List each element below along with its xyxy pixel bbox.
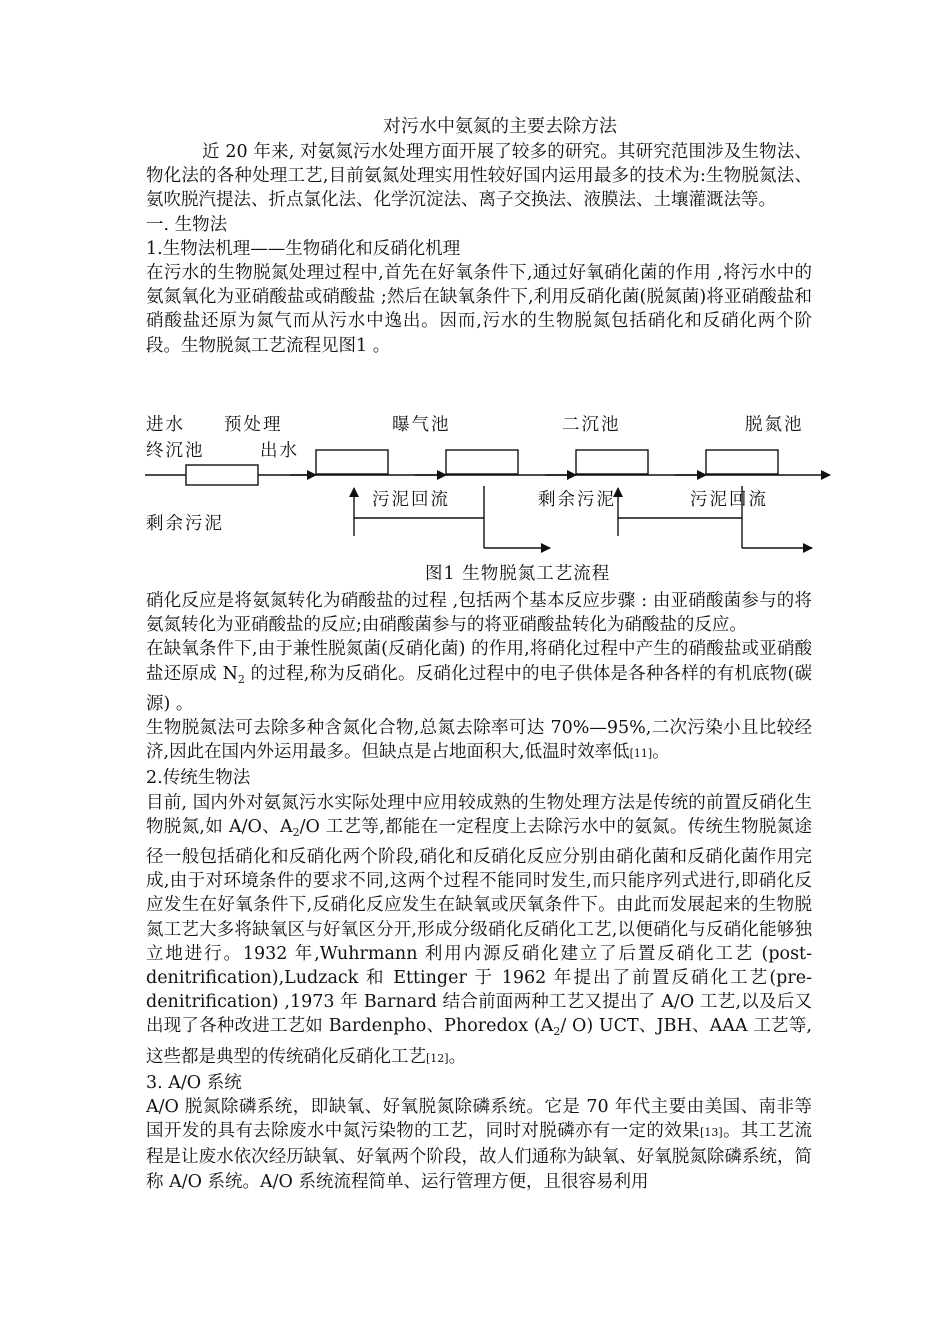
label-final-clarifier: 终沉池 [146, 441, 205, 461]
advantages-paragraph [146, 716, 812, 766]
subscript-2: 2 [292, 825, 300, 839]
reference-13: [13] [700, 1126, 723, 1140]
label-sludge-return-2: 污泥回流 [690, 490, 768, 510]
label-denitrification-tank: 脱氮池 [745, 415, 804, 435]
label-outflow: 出水 [260, 441, 299, 461]
advantages-tail: 。 [652, 742, 670, 763]
label-inflow: 进水 [146, 415, 185, 435]
page-title: 对污水中氨氮的主要去除方法 [383, 116, 617, 137]
label-excess-sludge-2: 剩余污泥 [146, 514, 224, 534]
subheading-ao-system: 3. A/O 系统 [146, 1072, 242, 1093]
mechanism-paragraph: 在污水的生物脱氮处理过程中,首先在好氧条件下,通过好氧硝化菌的作用 ,将污水中的氨氮氧化为亚硝酸盐或硝酸盐 ;然后在缺氧条件下,利用反硝化菌(脱氮菌)将亚硝酸盐和硝酸盐还原为氮气而从污水中逸出。因而,污水的生物脱氮包括硝化和反硝化两个阶段。生物脱氮工艺流程见图1 。 [146, 263, 812, 356]
traditional-text-a: 目前, 国内外对氨氮污水实际处理中应用较成熟的生物处理方法是传统的前置反硝化生物脱氮,如 A/O、A [146, 792, 812, 837]
final-clarifier-box [706, 450, 778, 474]
process-flow-diagram [140, 408, 840, 598]
denitrification-text-a: 在缺氧条件下,由于兼性脱氮菌(反硝化菌) 的作用,将硝化过程中产生的硝酸盐或亚硝酸盐还原成 N [146, 639, 812, 684]
text-block-top [146, 140, 812, 358]
section-heading-biological: 一. 生物法 [146, 214, 228, 235]
label-sludge-return-1: 污泥回流 [372, 490, 450, 510]
ao-paragraph [146, 1095, 812, 1194]
subscript-2: 2 [553, 1025, 561, 1039]
denitrification-text-b: 的过程,称为反硝化。反硝化过程中的电子供体是各种各样的有机底物(碳源) 。 [146, 663, 813, 714]
denitrification-tank-box [576, 450, 648, 474]
secondary-clarifier-box [446, 450, 518, 474]
ao-tail: 。其工艺流程是让废水依次经历缺氧、好氧两个阶段，故人们通称为缺氧、好氧脱氮除磷系统，简称 A/O 系统。A/O 系统流程简单、运行管理方便，且很容易利用 [146, 1121, 813, 1192]
subscript-2: 2 [237, 672, 245, 686]
ao-text: A/O 脱氮除磷系统，即缺氧、好氧脱氮除磷系统。它是 70 年代主要由美国、南非等国开发的具有去除废水中氮污染物的工艺，同时对脱磷亦有一定的效果 [146, 1097, 812, 1142]
nitrification-paragraph: 硝化反应是将氨氮转化为硝酸盐的过程 ,包括两个基本反应步骤 : 由亚硝酸菌参与的将氨氮转化为亚硝酸盐的反应;由硝酸菌参与的将亚硝酸盐转化为硝酸盐的反应。 [146, 591, 812, 636]
intro-paragraph: 近 20 年来, 对氨氮污水处理方面开展了较多的研究。其研究范围涉及生物法、物化法的各种处理工艺,目前氨氮处理实用性较好国内运用最多的技术为:生物脱氮法、氨吹脱汽提法、折点氯化法、化学沉淀法、离子交换法、液膜法、土壤灌溉法等。 [146, 142, 812, 211]
subheading-traditional: 2.传统生物法 [146, 768, 251, 789]
traditional-text-b: /O 工艺等,都能在一定程度上去除污水中的氨氮。传统生物脱氮途径一般包括硝化和反硝化两个阶段,硝化和反硝化反应分别由硝化菌和反硝化菌作用完成,由于对环境条件的要求不同,这两个过程不能同时发生,而只能序列式进行,即硝化反应发生在好氧条件下,反硝化反应发生在缺氧或厌氧条件下。由此而发展起来的生物脱氮工艺大多将缺氧区与好氧区分开,形成分级硝化反硝化工艺,以便硝化与反硝化能够独立地进行。1932 年,Wuhrmann 利用内源反硝化建立了后置反硝化工艺 (post-denitrification),Ludzack 和 Ettinger 于 1962 年提出了前置反硝化工艺(pre-denitrification) ,1973 年 Barnard 结合前面两种工艺又提出了 A/O 工艺,以及后又出现了各种改进工艺如 Bardenpho、Phoredox (A [146, 816, 812, 1037]
reference-11: [11] [629, 747, 653, 761]
traditional-paragraph [146, 791, 812, 1071]
pretreatment-box [186, 465, 258, 485]
subheading-mechanism: 1.生物法机理——生物硝化和反硝化机理 [146, 238, 461, 259]
label-aeration-tank: 曝气池 [392, 415, 451, 435]
denitrification-paragraph [146, 637, 812, 716]
traditional-tail: 。 [448, 1046, 467, 1067]
figure-caption: 图1 生物脱氮工艺流程 [425, 564, 611, 584]
aeration-tank-box [316, 450, 388, 474]
reference-12: [12] [426, 1051, 449, 1065]
label-pretreatment: 预处理 [224, 415, 283, 435]
advantages-text: 生物脱氮法可去除多种含氮化合物,总氮去除率可达 70%—95%,二次污染小且比较经济,因此在国内外运用最多。但缺点是占地面积大,低温时效率低 [146, 718, 812, 763]
label-secondary-clarifier: 二沉池 [562, 415, 621, 435]
text-block-body [146, 589, 812, 1194]
label-excess-sludge-1: 剩余污泥 [538, 490, 616, 510]
traditional-text-c: / O) UCT、JBH、AAA 工艺等,这些都是典型的传统硝化反硝化工艺 [146, 1016, 813, 1067]
